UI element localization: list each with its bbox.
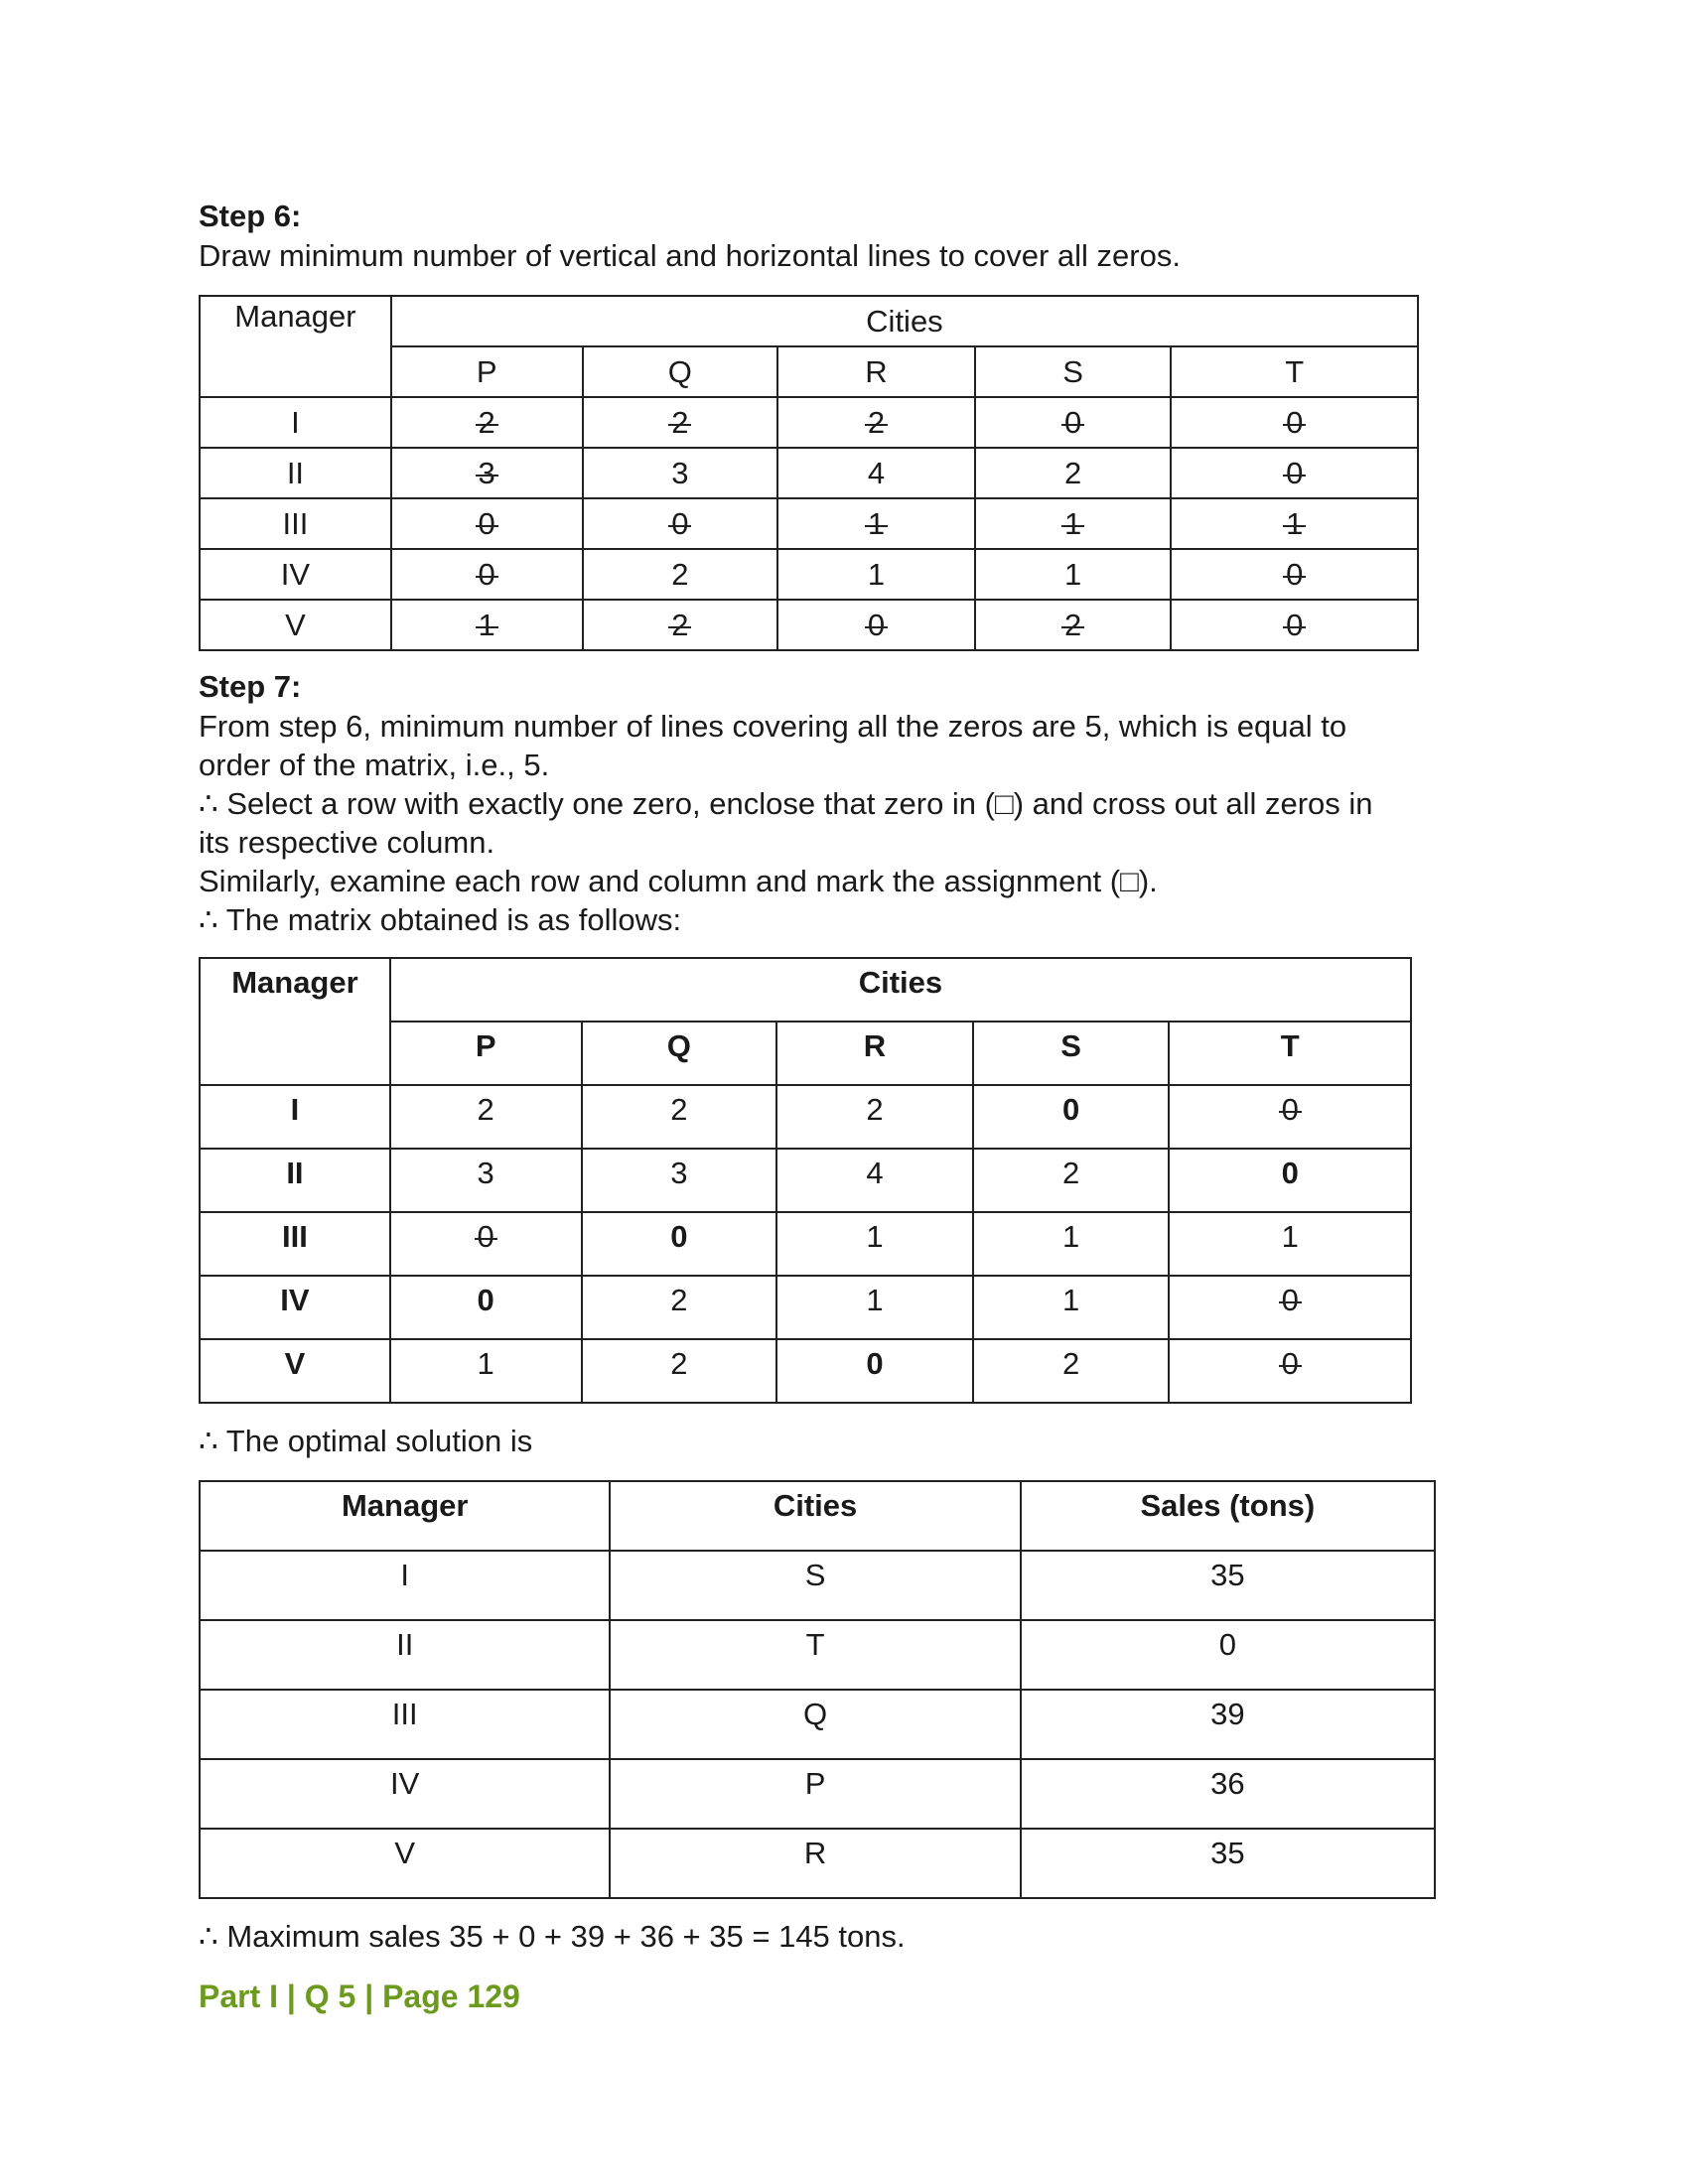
cell-value: 4: [867, 455, 886, 490]
sales-header: Sales (tons): [1021, 1481, 1435, 1551]
row-label: II: [200, 448, 391, 498]
manager-cell: V: [200, 1829, 610, 1898]
sales-cell: 35: [1021, 1551, 1435, 1620]
column-header-t: T: [1171, 346, 1418, 397]
matrix-cell: [1169, 1085, 1411, 1149]
matrix-cell: [1171, 498, 1418, 549]
table-row: [200, 1551, 1435, 1620]
page-footer: Part I | Q 5 | Page 129: [199, 1979, 520, 2014]
matrix-cell: [582, 1085, 777, 1149]
step7-heading: Step 7:: [199, 669, 302, 704]
matrix-cell: [1169, 1212, 1411, 1276]
table-row: [200, 1212, 1411, 1276]
cell-value: 2: [670, 1283, 688, 1317]
row-label: IV: [200, 549, 391, 600]
crossed-value: 2: [867, 404, 886, 440]
sales-cell: 0: [1021, 1620, 1435, 1690]
step7-line5: Similarly, examine each row and column and mark the assignment (□).: [199, 864, 1158, 898]
matrix-cell: [973, 1085, 1170, 1149]
cell-value: 1: [1061, 1283, 1080, 1317]
cities-header: Cities: [610, 1481, 1020, 1551]
conclusion-text: ∴ Maximum sales 35 + 0 + 39 + 36 + 35 = 145 tons.: [199, 1919, 906, 1954]
matrix-cell: [776, 1149, 973, 1212]
matrix-cell: [390, 1276, 582, 1339]
cell-value: 1: [1063, 556, 1082, 592]
matrix-cell: [777, 498, 975, 549]
matrix-cell: [391, 498, 583, 549]
sales-cell: 35: [1021, 1829, 1435, 1898]
manager-header: Manager: [200, 1481, 610, 1551]
matrix-cell: [776, 1276, 973, 1339]
optimal-solution-table: [199, 1480, 1436, 1899]
matrix-cell: [582, 1149, 777, 1212]
step6-heading: Step 6:: [199, 199, 302, 233]
table-row: [200, 448, 1418, 498]
manager-cell: II: [200, 1620, 610, 1690]
cell-value: 3: [477, 1156, 494, 1190]
table-row: [200, 498, 1418, 549]
crossed-value: 1: [1063, 505, 1082, 541]
matrix-cell: [1171, 549, 1418, 600]
crossed-value: 0: [478, 556, 495, 592]
cities-header: Cities: [390, 958, 1411, 1022]
matrix-cell: [973, 1339, 1170, 1403]
table-row: [200, 1759, 1435, 1829]
column-header-q: Q: [582, 1022, 777, 1085]
matrix-cell: [973, 1212, 1170, 1276]
column-header-p: P: [391, 346, 583, 397]
assigned-zero: 0: [670, 1219, 688, 1254]
matrix-cell: [776, 1085, 973, 1149]
cell-value: 1: [866, 1219, 884, 1254]
cell-value: 2: [1063, 455, 1082, 490]
step7-line2: order of the matrix, i.e., 5.: [199, 748, 550, 782]
matrix-cell: [776, 1339, 973, 1403]
cell-value: 2: [1061, 1156, 1080, 1190]
matrix-cell: [777, 549, 975, 600]
sales-cell: 39: [1021, 1690, 1435, 1759]
row-label: IV: [200, 1276, 390, 1339]
step6-text: Draw minimum number of vertical and horizontal lines to cover all zeros.: [199, 238, 1181, 273]
column-header-s: S: [975, 346, 1172, 397]
row-label: III: [200, 498, 391, 549]
matrix-body: [200, 1085, 1411, 1403]
matrix-cell: [975, 397, 1172, 448]
matrix-cell: [973, 1276, 1170, 1339]
matrix-cell: [582, 1276, 777, 1339]
cell-value: 2: [1061, 1346, 1080, 1381]
crossed-value: 0: [1286, 455, 1304, 490]
column-header-s: S: [973, 1022, 1170, 1085]
crossed-value: 0: [478, 505, 495, 541]
cell-value: 2: [670, 1346, 688, 1381]
step7-line6: ∴ The matrix obtained is as follows:: [199, 902, 682, 937]
table-row: [200, 1085, 1411, 1149]
assigned-zero: 0: [1281, 1156, 1299, 1190]
step7-line3: ∴ Select a row with exactly one zero, enclose that zero in (□) and cross out all zeros in: [199, 786, 1373, 821]
row-label: V: [200, 1339, 390, 1403]
cell-value: 3: [670, 1156, 688, 1190]
matrix-cell: [975, 498, 1172, 549]
assignment-matrix-table: [199, 957, 1412, 1404]
cell-value: 2: [671, 556, 689, 592]
crossed-value: 0: [1063, 404, 1082, 440]
step7-line1: From step 6, minimum number of lines covering all the zeros are 5, which is equal to: [199, 709, 1347, 744]
crossed-zero: 0: [477, 1219, 494, 1254]
table-row: [200, 1339, 1411, 1403]
table-row: [200, 397, 1418, 448]
matrix-cell: [390, 1085, 582, 1149]
matrix-body: [200, 397, 1418, 650]
cell-value: 1: [867, 556, 886, 592]
cell-value: 1: [477, 1346, 494, 1381]
assigned-zero: 0: [866, 1346, 884, 1381]
crossed-value: 1: [478, 607, 495, 642]
row-label: III: [200, 1212, 390, 1276]
matrix-cell: [1171, 397, 1418, 448]
matrix-cell: [973, 1149, 1170, 1212]
matrix-cell: [583, 397, 778, 448]
cell-value: 1: [1281, 1219, 1299, 1254]
column-header-r: R: [776, 1022, 973, 1085]
crossed-value: 1: [1286, 505, 1304, 541]
cell-value: 2: [670, 1092, 688, 1127]
matrix-cell: [583, 600, 778, 650]
matrix-cell: [975, 600, 1172, 650]
manager-cell: I: [200, 1551, 610, 1620]
matrix-cell: [777, 397, 975, 448]
cell-value: 2: [477, 1092, 494, 1127]
row-label: I: [200, 1085, 390, 1149]
matrix-cell: [391, 600, 583, 650]
matrix-cell: [1171, 600, 1418, 650]
city-cell: P: [610, 1759, 1020, 1829]
crossed-value: 2: [671, 404, 689, 440]
crossed-value: 0: [1286, 404, 1304, 440]
matrix-cell: [975, 448, 1172, 498]
crossed-zero: 0: [1281, 1346, 1299, 1381]
document-page: [199, 197, 1479, 2049]
matrix-cell: [1169, 1339, 1411, 1403]
matrix-cell: [583, 448, 778, 498]
step7-line4: its respective column.: [199, 825, 495, 860]
matrix-cell: [390, 1339, 582, 1403]
crossed-value: 0: [671, 505, 689, 541]
column-header-r: R: [777, 346, 975, 397]
row-label: I: [200, 397, 391, 448]
table-row: [200, 1276, 1411, 1339]
table-row: [200, 1149, 1411, 1212]
cell-value: 1: [866, 1283, 884, 1317]
table-row: [200, 600, 1418, 650]
row-label: II: [200, 1149, 390, 1212]
crossed-value: 0: [867, 607, 886, 642]
cell-value: 4: [866, 1156, 884, 1190]
crossed-zero: 0: [1281, 1283, 1299, 1317]
solution-body: [200, 1551, 1435, 1898]
matrix-cell: [582, 1212, 777, 1276]
sales-cell: 36: [1021, 1759, 1435, 1829]
step6-matrix-table: [199, 295, 1419, 651]
manager-header: Manager: [200, 296, 391, 397]
manager-cell: IV: [200, 1759, 610, 1829]
row-label: V: [200, 600, 391, 650]
matrix-cell: [776, 1212, 973, 1276]
cell-value: 1: [1061, 1219, 1080, 1254]
matrix-cell: [390, 1149, 582, 1212]
matrix-cell: [777, 448, 975, 498]
column-header-t: T: [1169, 1022, 1411, 1085]
city-cell: T: [610, 1620, 1020, 1690]
matrix-cell: [777, 600, 975, 650]
matrix-cell: [391, 448, 583, 498]
matrix-cell: [1169, 1276, 1411, 1339]
crossed-value: 3: [478, 455, 495, 490]
matrix-cell: [1169, 1149, 1411, 1212]
table-row: [200, 1690, 1435, 1759]
city-cell: R: [610, 1829, 1020, 1898]
matrix-cell: [390, 1212, 582, 1276]
column-header-q: Q: [583, 346, 778, 397]
assigned-zero: 0: [477, 1283, 494, 1317]
crossed-value: 2: [478, 404, 495, 440]
matrix-cell: [1171, 448, 1418, 498]
manager-cell: III: [200, 1690, 610, 1759]
matrix-cell: [582, 1339, 777, 1403]
cell-value: 3: [671, 455, 689, 490]
matrix-cell: [583, 498, 778, 549]
optimal-solution-text: ∴ The optimal solution is: [199, 1424, 533, 1458]
matrix-cell: [583, 549, 778, 600]
crossed-value: 2: [671, 607, 689, 642]
city-cell: S: [610, 1551, 1020, 1620]
crossed-value: 0: [1286, 556, 1304, 592]
cell-value: 2: [866, 1092, 884, 1127]
manager-header: Manager: [200, 958, 390, 1085]
city-cell: Q: [610, 1690, 1020, 1759]
crossed-value: 2: [1063, 607, 1082, 642]
table-row: [200, 1829, 1435, 1898]
table-row: [200, 1620, 1435, 1690]
header-row: [200, 1481, 1435, 1551]
assigned-zero: 0: [1061, 1092, 1080, 1127]
crossed-zero: 0: [1281, 1092, 1299, 1127]
cities-header: Cities: [391, 296, 1418, 346]
matrix-cell: [391, 549, 583, 600]
table-row: [200, 549, 1418, 600]
column-header-p: P: [390, 1022, 582, 1085]
crossed-value: 1: [867, 505, 886, 541]
matrix-cell: [391, 397, 583, 448]
crossed-value: 0: [1286, 607, 1304, 642]
matrix-cell: [975, 549, 1172, 600]
